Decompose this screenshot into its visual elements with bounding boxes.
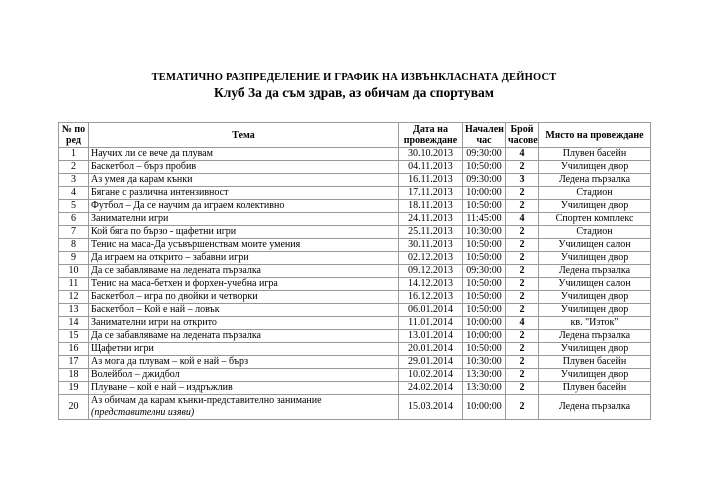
table-row xyxy=(59,369,651,382)
date-cell: 18.11.2013 xyxy=(399,200,463,213)
hours-cell: 2 xyxy=(506,200,539,213)
table-row xyxy=(59,330,651,343)
hours-cell: 4 xyxy=(506,148,539,161)
place-cell: Плувен басейн xyxy=(539,382,651,395)
place-cell: Училищен двор xyxy=(539,291,651,304)
time-cell: 10:50:00 xyxy=(463,343,506,356)
row-number-cell: 10 xyxy=(59,265,89,278)
hours-cell: 2 xyxy=(506,369,539,382)
date-cell: 13.01.2014 xyxy=(399,330,463,343)
time-cell: 09:30:00 xyxy=(463,148,506,161)
date-cell: 30.10.2013 xyxy=(399,148,463,161)
time-cell: 10:00:00 xyxy=(463,395,506,420)
date-cell: 30.11.2013 xyxy=(399,239,463,252)
time-cell: 10:00:00 xyxy=(463,330,506,343)
date-cell: 25.11.2013 xyxy=(399,226,463,239)
time-cell: 10:50:00 xyxy=(463,200,506,213)
table-row xyxy=(59,278,651,291)
table-row xyxy=(59,174,651,187)
table-row xyxy=(59,343,651,356)
place-cell: Спортен комплекс xyxy=(539,213,651,226)
row-number-cell: 4 xyxy=(59,187,89,200)
row-number-cell: 18 xyxy=(59,369,89,382)
header-venue: Място на провеждане xyxy=(539,123,651,148)
row-number-cell: 13 xyxy=(59,304,89,317)
place-cell: Стадион xyxy=(539,226,651,239)
place-cell: Училищен салон xyxy=(539,239,651,252)
document-title: ТЕМАТИЧНО РАЗПРЕДЕЛЕНИЕ И ГРАФИК НА ИЗВЪНКЛАСНАТА ДЕЙНОСТ xyxy=(151,72,557,83)
time-cell: 10:00:00 xyxy=(463,187,506,200)
header-topic: Тема xyxy=(89,123,399,148)
table-row xyxy=(59,382,651,395)
table-row xyxy=(59,226,651,239)
hours-cell: 2 xyxy=(506,252,539,265)
document-subtitle: Клуб За да съм здрав, аз обичам да спортувам xyxy=(213,85,494,100)
table-row xyxy=(59,148,651,161)
date-cell: 24.02.2014 xyxy=(399,382,463,395)
place-cell: кв. "Изток" xyxy=(539,317,651,330)
table-row xyxy=(59,187,651,200)
row-number-cell: 16 xyxy=(59,343,89,356)
time-cell: 09:30:00 xyxy=(463,174,506,187)
row-number-cell: 2 xyxy=(59,161,89,174)
place-cell: Ледена пързалка xyxy=(539,395,651,420)
topic-cell: Щафетни игри xyxy=(89,343,399,356)
date-cell: 29.01.2014 xyxy=(399,356,463,369)
date-cell: 16.11.2013 xyxy=(399,174,463,187)
time-cell: 10:50:00 xyxy=(463,304,506,317)
place-cell: Училищен двор xyxy=(539,343,651,356)
row-number-cell: 7 xyxy=(59,226,89,239)
table-row xyxy=(59,395,651,420)
topic-cell: Баскетбол – бърз пробив xyxy=(89,161,399,174)
topic-cell: Научих ли се вече да плувам xyxy=(89,148,399,161)
place-cell: Училищен двор xyxy=(539,304,651,317)
date-cell: 04.11.2013 xyxy=(399,161,463,174)
table-row xyxy=(59,317,651,330)
topic-cell: Аз мога да плувам – кой е най – бърз xyxy=(89,356,399,369)
place-cell: Училищен двор xyxy=(539,200,651,213)
time-cell: 10:50:00 xyxy=(463,239,506,252)
time-cell: 09:30:00 xyxy=(463,265,506,278)
topic-cell: Баскетбол – Кой е най – ловък xyxy=(89,304,399,317)
hours-cell: 2 xyxy=(506,291,539,304)
date-cell: 14.12.2013 xyxy=(399,278,463,291)
row-number-cell: 14 xyxy=(59,317,89,330)
date-cell: 10.02.2014 xyxy=(399,369,463,382)
row-number-cell: 9 xyxy=(59,252,89,265)
date-cell: 11.01.2014 xyxy=(399,317,463,330)
table-row xyxy=(59,304,651,317)
topic-cell: Занимателни игри xyxy=(89,213,399,226)
hours-cell: 2 xyxy=(506,395,539,420)
schedule-table xyxy=(58,122,651,420)
table-header xyxy=(59,123,651,148)
time-cell: 10:30:00 xyxy=(463,226,506,239)
row-number-cell: 15 xyxy=(59,330,89,343)
hours-cell: 4 xyxy=(506,317,539,330)
header-row-number: № по ред xyxy=(59,123,89,148)
hours-cell: 2 xyxy=(506,304,539,317)
topic-cell: Бягане с различна интензивност xyxy=(89,187,399,200)
place-cell: Училищен двор xyxy=(539,161,651,174)
time-cell: 10:50:00 xyxy=(463,252,506,265)
topic-cell: Тенис на маса-бетхен и форхен-учебна игра xyxy=(89,278,399,291)
row-number-cell: 5 xyxy=(59,200,89,213)
hours-cell: 3 xyxy=(506,174,539,187)
hours-cell: 4 xyxy=(506,213,539,226)
hours-cell: 2 xyxy=(506,239,539,252)
place-cell: Училищен двор xyxy=(539,252,651,265)
table-row xyxy=(59,213,651,226)
row-number-cell: 6 xyxy=(59,213,89,226)
hours-cell: 2 xyxy=(506,382,539,395)
topic-cell: Плуване – кой е най – издръжлив xyxy=(89,382,399,395)
table-row xyxy=(59,291,651,304)
time-cell: 10:50:00 xyxy=(463,278,506,291)
row-number-cell: 19 xyxy=(59,382,89,395)
place-cell: Училищен двор xyxy=(539,369,651,382)
topic-cell: Да се забавляваме на ледената пързалка xyxy=(89,265,399,278)
date-cell: 09.12.2013 xyxy=(399,265,463,278)
topic-cell: Волейбол – джидбол xyxy=(89,369,399,382)
table-row xyxy=(59,161,651,174)
topic-cell: Занимателни игри на открито xyxy=(89,317,399,330)
topic-cell: Да играем на открито – забавни игри xyxy=(89,252,399,265)
topic-cell: Аз умея да карам кънки xyxy=(89,174,399,187)
topic-cell: Тенис на маса-Да усъвършенствам моите умения xyxy=(89,239,399,252)
hours-cell: 2 xyxy=(506,161,539,174)
time-cell: 13:30:00 xyxy=(463,369,506,382)
table-row xyxy=(59,356,651,369)
hours-cell: 2 xyxy=(506,343,539,356)
table-row xyxy=(59,200,651,213)
header-row xyxy=(59,123,651,148)
hours-cell: 2 xyxy=(506,226,539,239)
place-cell: Училищен салон xyxy=(539,278,651,291)
row-number-cell: 20 xyxy=(59,395,89,420)
date-cell: 16.12.2013 xyxy=(399,291,463,304)
time-cell: 11:45:00 xyxy=(463,213,506,226)
row-number-cell: 12 xyxy=(59,291,89,304)
row-number-cell: 8 xyxy=(59,239,89,252)
topic-cell: Баскетбол – игра по двойки и четворки xyxy=(89,291,399,304)
time-cell: 13:30:00 xyxy=(463,382,506,395)
hours-cell: 2 xyxy=(506,278,539,291)
date-cell: 20.01.2014 xyxy=(399,343,463,356)
hours-cell: 2 xyxy=(506,356,539,369)
topic-cell: Да се забавляваме на ледената пързалка xyxy=(89,330,399,343)
time-cell: 10:50:00 xyxy=(463,161,506,174)
topic-cell: Кой бяга по бързо - щафетни игри xyxy=(89,226,399,239)
topic-note: (представителни изяви) xyxy=(91,407,195,418)
date-cell: 24.11.2013 xyxy=(399,213,463,226)
date-cell: 02.12.2013 xyxy=(399,252,463,265)
row-number-cell: 1 xyxy=(59,148,89,161)
time-cell: 10:50:00 xyxy=(463,291,506,304)
header-date: Дата на провеждане xyxy=(399,123,463,148)
place-cell: Ледена пързалка xyxy=(539,265,651,278)
table-row xyxy=(59,239,651,252)
row-number-cell: 3 xyxy=(59,174,89,187)
date-cell: 06.01.2014 xyxy=(399,304,463,317)
table-row xyxy=(59,265,651,278)
place-cell: Стадион xyxy=(539,187,651,200)
place-cell: Ледена пързалка xyxy=(539,174,651,187)
hours-cell: 2 xyxy=(506,265,539,278)
header-start-time: Начален час xyxy=(463,123,506,148)
table-body xyxy=(59,148,651,420)
date-cell: 17.11.2013 xyxy=(399,187,463,200)
row-number-cell: 17 xyxy=(59,356,89,369)
header-hours-count: Брой часове xyxy=(506,123,539,148)
row-number-cell: 11 xyxy=(59,278,89,291)
time-cell: 10:30:00 xyxy=(463,356,506,369)
topic-cell: Футбол – Да се научим да играем колективно xyxy=(89,200,399,213)
table-row xyxy=(59,252,651,265)
time-cell: 10:00:00 xyxy=(463,317,506,330)
hours-cell: 2 xyxy=(506,187,539,200)
topic-cell: Аз обичам да карам кънки-представително занимание (представителни изяви) xyxy=(89,395,399,420)
place-cell: Плувен басейн xyxy=(539,356,651,369)
place-cell: Плувен басейн xyxy=(539,148,651,161)
place-cell: Ледена пързалка xyxy=(539,330,651,343)
date-cell: 15.03.2014 xyxy=(399,395,463,420)
hours-cell: 2 xyxy=(506,330,539,343)
